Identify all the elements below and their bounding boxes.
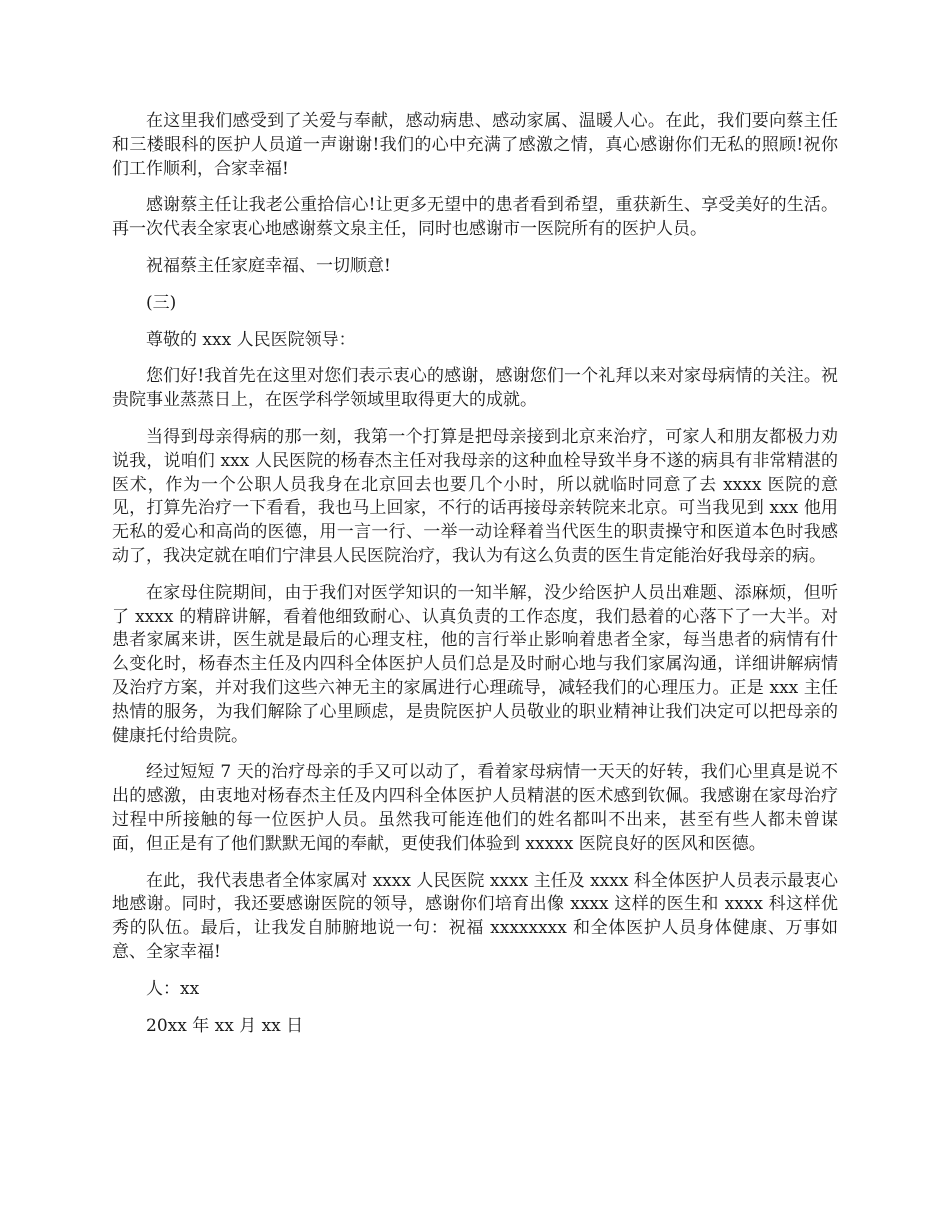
document-page <box>112 110 838 1051</box>
paragraph-greeting: 您们好!我首先在这里对您们表示衷心的感谢，感谢您们一个礼拜以来对家母病情的关注。祝贵院事业蒸蒸日上，在医学科学领域里取得更大的成就。 <box>112 366 838 411</box>
paragraph-decision: 当得到母亲得病的那一刻，我第一个打算是把母亲接到北京来治疗，可家人和朋友都极力劝说我，说咱们 xxx 人民医院的杨春杰主任对我母亲的这种血栓导致半身不遂的病具有非常精湛的医术，作为一个公职人员我身在北京回去也要几个小时，所以就临时同意了去 xxxx 医院的意见，打算先治疗一下看看，我也马上回家，不行的话再接母亲转院来北京。可当我见到 xxx 他用无私的爱心和高尚的医德，用一言一行、一举一动诠释着当代医生的职责操守和医道本色时我感动了，我决定就在咱们宁津县人民医院治疗，我认为有这么负责的医生肯定能治好我母亲的病。 <box>112 426 838 566</box>
paragraph-final-thanks: 在此，我代表患者全体家属对 xxxx 人民医院 xxxx 主任及 xxxx 科全体医护人员表示最衷心地感谢。同时，我还要感谢医院的领导，感谢你们培育出像 xxxx 这样的医生和 xxxx 科这样优秀的队伍。最后，让我发自肺腑地说一句：祝福 xxxxxxxx 和全体医护人员身体健康、万事如意、全家幸福! <box>112 870 838 962</box>
salutation: 尊敬的 xxx 人民医院领导： <box>146 329 356 350</box>
signature: 人：xx <box>146 978 200 999</box>
paragraph-thanks-care: 在这里我们感受到了关爱与奉献，感动病患、感动家属、温暖人心。在此，我们要向蔡主任和三楼眼科的医护人员道一声谢谢!我们的心中充满了感激之情，真心感谢你们无私的照顾!祝你们工作顺利，合家幸福! <box>112 111 838 179</box>
date-line: 20xx 年 xx 月 xx 日 <box>146 1015 304 1036</box>
paragraph-hospital-stay: 在家母住院期间，由于我们对医学知识的一知半解，没少给医护人员出难题、添麻烦，但听了 xxxx 的精辟讲解，看着他细致耐心、认真负责的工作态度，我们悬着的心落下了一大半。对患者家属来讲，医生就是最后的心理支柱，他的言行举止影响着患者全家，每当患者的病情有什么变化时，杨春杰主任及内四科全体医护人员们总是及时耐心地与我们家属沟通，详细讲解病情及治疗方案，并对我们这些六神无主的家属进行心理疏导，减轻我们的心理压力。正是 xxx 主任热情的服务，为我们解除了心里顾虑，是贵院医护人员敬业的职业精神让我们决定可以把母亲的健康托付给贵院。 <box>112 582 838 746</box>
paragraph-blessing: 祝福蔡主任家庭幸福、一切顺意! <box>146 255 391 276</box>
paragraph-thanks-director: 感谢蔡主任让我老公重拾信心!让更多无望中的患者看到希望，重获新生、享受美好的生活。再一次代表全家衷心地感谢蔡文泉主任，同时也感谢市一医院所有的医护人员。 <box>112 195 838 240</box>
paragraph-recovery: 经过短短 7 天的治疗母亲的手又可以动了，看着家母病情一天天的好转，我们心里真是说不出的感激，由衷地对杨春杰主任及内四科全体医护人员精湛的医术感到钦佩。我感谢在家母治疗过程中所接触的每一位医护人员。虽然我可能连他们的姓名都叫不出来，甚至有些人都未曾谋面，但正是有了他们默默无闻的奉献，更使我们体验到 xxxxx 医院良好的医风和医德。 <box>112 762 838 854</box>
section-number: (三) <box>146 292 177 313</box>
